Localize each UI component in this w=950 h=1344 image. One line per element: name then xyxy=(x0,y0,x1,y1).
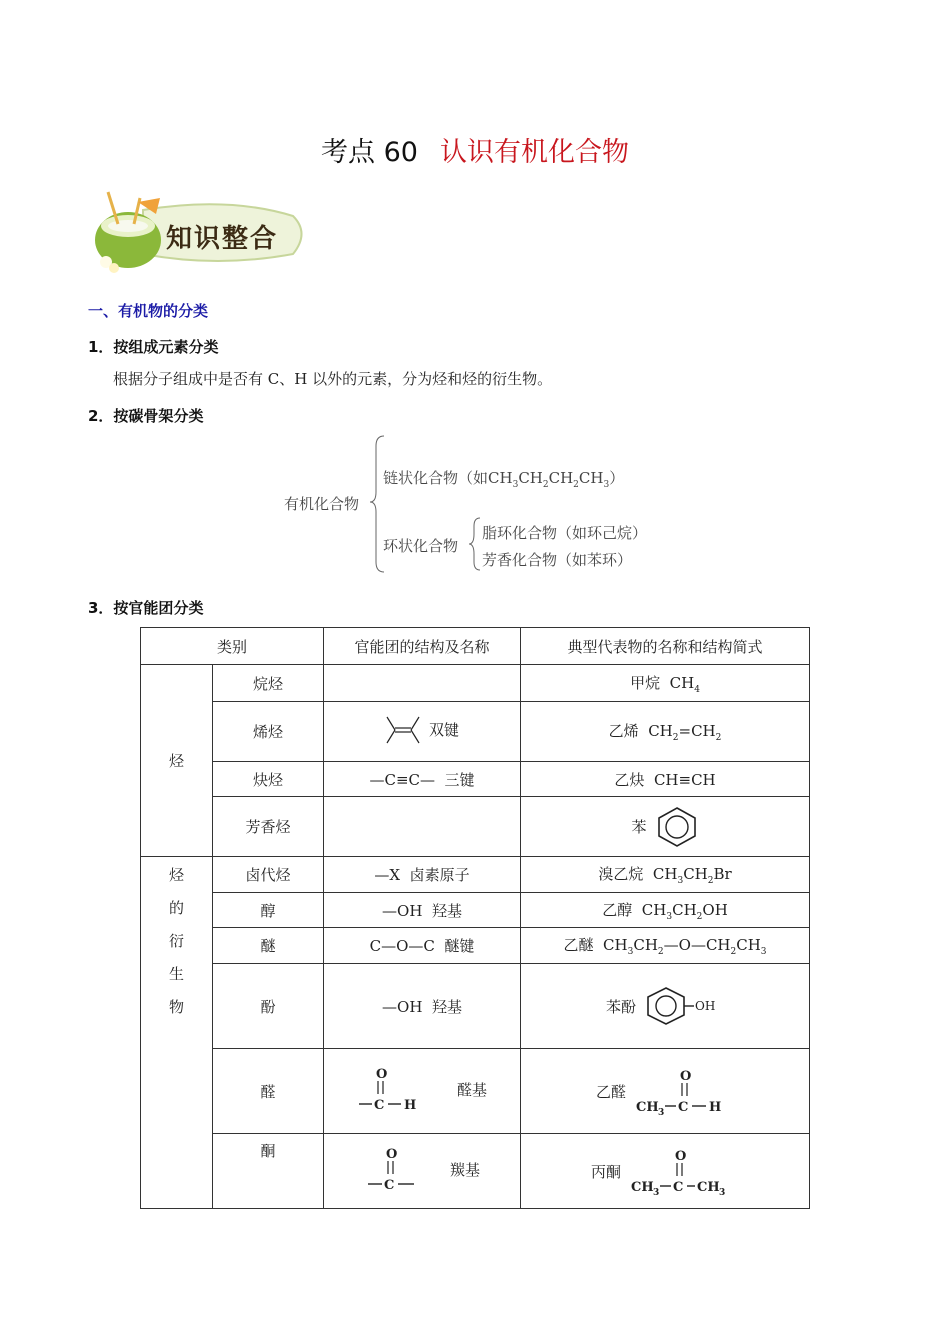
functional-group-cell xyxy=(324,893,521,928)
ch3-sub: 3 xyxy=(653,1188,660,1196)
formula-sub: 2 xyxy=(542,480,549,490)
table-row-ether xyxy=(141,928,810,964)
fg-name: 羟基 xyxy=(431,901,462,920)
ch3-sub: 3 xyxy=(719,1188,726,1196)
formula-sub: 3 xyxy=(627,947,634,957)
formula-sub: 2 xyxy=(696,911,703,922)
formula-sub: 2 xyxy=(715,733,722,743)
formula-sub: 3 xyxy=(760,947,767,957)
double-bond-structure xyxy=(385,715,421,745)
atom-c: C xyxy=(678,1100,689,1115)
fg-name: 羟基 xyxy=(431,997,462,1016)
functional-group-cell xyxy=(324,928,521,964)
header-category: 类别 xyxy=(141,628,324,665)
group-hydrocarbon: 烃 xyxy=(141,665,213,857)
rep-formula xyxy=(669,673,700,695)
table-row-ketone xyxy=(141,1134,810,1209)
representative-cell xyxy=(521,893,810,928)
ch3-group: CH xyxy=(697,1180,720,1195)
formula-sub: 3 xyxy=(512,480,519,490)
formula-sub: 2 xyxy=(672,733,679,743)
formula-sub: 2 xyxy=(707,876,714,886)
functional-group-cell xyxy=(324,1049,521,1134)
fg-name: 卤素原子 xyxy=(409,866,470,884)
rep-formula: CH≡CH xyxy=(653,770,716,789)
formula-part: CH xyxy=(669,673,695,692)
group-char: 生 xyxy=(168,965,184,983)
rep-name: 乙炔 xyxy=(614,770,645,789)
ring-compound-label: 环状化合物 xyxy=(383,537,459,555)
subsection-heading-3: 3．按官能团分类 xyxy=(88,599,204,617)
rep-formula xyxy=(648,722,722,743)
element-classification-text: 根据分子组成中是否有 C、H 以外的元素，分为烃和烃的衍生物。 xyxy=(113,370,553,388)
table-header-row xyxy=(141,628,810,665)
group-derivatives xyxy=(141,857,213,1209)
ch3-group: CH xyxy=(631,1180,654,1195)
functional-group-cell xyxy=(324,1134,521,1209)
ch3-group: CH xyxy=(636,1100,659,1115)
functional-group-cell xyxy=(324,857,521,893)
chain-close: ） xyxy=(609,469,625,487)
representative-cell xyxy=(521,702,810,762)
ch3-sub: 3 xyxy=(658,1108,665,1116)
rep-name: 乙醚 xyxy=(563,936,594,954)
formula-sub: 4 xyxy=(694,684,700,695)
rep-formula xyxy=(641,900,728,922)
table-row-alkane xyxy=(141,665,810,702)
functional-group-table xyxy=(140,627,810,1209)
formula-part: CH xyxy=(648,722,673,740)
atom-o: O xyxy=(386,1147,398,1162)
table-row-aldehyde xyxy=(141,1049,810,1134)
rep-name: 乙醛 xyxy=(596,1082,627,1101)
rep-formula xyxy=(652,865,732,886)
rep-name: 甲烷 xyxy=(630,673,661,692)
formula-part: Br xyxy=(713,865,732,883)
formula-part: CH xyxy=(652,865,678,883)
table-row-arene xyxy=(141,797,810,857)
rep-name: 苯酚 xyxy=(606,997,637,1016)
badge-label: 知识整合 xyxy=(166,224,279,254)
fg-structure: —X xyxy=(374,866,401,884)
representative-cell xyxy=(521,857,810,893)
group-char: 衍 xyxy=(168,932,184,950)
formula-part: CH xyxy=(548,469,574,487)
table-row-alkene xyxy=(141,702,810,762)
carbonyl-group-structure xyxy=(364,1144,424,1194)
category-cell: 炔烃 xyxy=(213,762,324,797)
category-cell: 芳香烃 xyxy=(213,797,324,857)
subsection-heading-2: 2．按碳骨架分类 xyxy=(88,407,204,425)
category-cell: 酚 xyxy=(213,964,324,1049)
representative-cell xyxy=(521,762,810,797)
phenol-structure xyxy=(644,986,724,1026)
representative-cell xyxy=(521,665,810,702)
fg-name: 三键 xyxy=(444,770,475,789)
acetone-structure xyxy=(629,1146,739,1196)
formula-sub: 2 xyxy=(657,947,664,957)
chain-example-formula xyxy=(488,469,610,490)
atom-c: C xyxy=(673,1180,684,1195)
fg-structure: C—O—C xyxy=(369,937,435,955)
functional-group-cell xyxy=(324,762,521,797)
fg-structure: —OH xyxy=(382,901,423,920)
formula-part: CH xyxy=(641,900,667,919)
section-heading: 一、有机物的分类 xyxy=(88,302,209,320)
category-cell: 醇 xyxy=(213,893,324,928)
representative-cell xyxy=(521,797,810,857)
header-representative: 典型代表物的名称和结构简式 xyxy=(521,628,810,665)
category-cell: 醛 xyxy=(213,1049,324,1134)
atom-o: O xyxy=(680,1069,692,1084)
formula-sub: 3 xyxy=(666,911,673,922)
formula-part: CH xyxy=(488,469,513,487)
functional-group-cell xyxy=(324,702,521,762)
fg-structure: —C≡C— xyxy=(369,770,435,789)
group-char: 烃 xyxy=(168,866,184,884)
aldehyde-group-structure xyxy=(357,1064,427,1114)
chain-compound-label xyxy=(383,467,624,490)
alicyclic-compound-label: 脂环化合物（如环己烷） xyxy=(482,524,648,542)
rep-name: 丙酮 xyxy=(591,1162,622,1181)
rep-formula xyxy=(603,936,767,957)
page-title xyxy=(0,130,950,169)
benzene-ring-structure xyxy=(655,806,699,848)
fg-name: 双键 xyxy=(429,721,460,739)
table-row-alcohol xyxy=(141,893,810,928)
formula-part: CH xyxy=(736,936,761,954)
formula-sub: 3 xyxy=(677,876,684,886)
atom-o: O xyxy=(376,1067,388,1082)
representative-cell xyxy=(521,1134,810,1209)
category-cell: 卤代烃 xyxy=(213,857,324,893)
representative-cell xyxy=(521,1049,810,1134)
rep-name: 苯 xyxy=(631,818,647,836)
rep-name: 溴乙烷 xyxy=(598,865,644,883)
formula-part: CH xyxy=(633,936,658,954)
formula-part: =CH xyxy=(678,722,716,740)
formula-part: CH xyxy=(603,936,628,954)
fg-name: 醚键 xyxy=(444,937,475,955)
formula-part: CH xyxy=(683,865,708,883)
carbon-skeleton-tree xyxy=(280,430,700,580)
subsection-heading-1: 1．按组成元素分类 xyxy=(88,338,219,356)
table-row-alkyne xyxy=(141,762,810,797)
formula-part: —O—CH xyxy=(663,936,731,954)
category-cell: 醚 xyxy=(213,928,324,964)
header-functional-group: 官能团的结构及名称 xyxy=(324,628,521,665)
topic-number: 考点 60 xyxy=(321,137,418,168)
rep-name: 乙烯 xyxy=(608,722,639,740)
formula-part: OH xyxy=(702,900,728,919)
formula-part: CH xyxy=(578,469,604,487)
category-cell: 酮 xyxy=(213,1134,324,1209)
atom-o: O xyxy=(675,1149,687,1164)
aromatic-compound-label: 芳香化合物（如苯环） xyxy=(482,551,633,569)
topic-title: 认识有机化合物 xyxy=(439,137,629,168)
phenol-oh-label: OH xyxy=(695,999,716,1013)
functional-group-cell xyxy=(324,797,521,857)
formula-part: CH xyxy=(518,469,543,487)
functional-group-cell xyxy=(324,665,521,702)
table-row-phenol xyxy=(141,964,810,1049)
fg-name: 羰基 xyxy=(450,1160,481,1179)
rep-name: 乙醇 xyxy=(602,900,633,919)
chain-compound-text: 链状化合物（如 xyxy=(383,469,489,487)
atom-c: C xyxy=(374,1098,385,1113)
group-char: 物 xyxy=(168,998,184,1016)
fg-structure: —OH xyxy=(382,997,423,1016)
acetaldehyde-structure xyxy=(634,1066,734,1116)
formula-sub: 3 xyxy=(603,480,610,490)
formula-sub: 2 xyxy=(730,947,737,957)
category-cell: 烷烃 xyxy=(213,665,324,702)
atom-h: H xyxy=(404,1098,417,1113)
knowledge-badge xyxy=(88,188,308,276)
organic-compound-label: 有机化合物 xyxy=(284,495,360,513)
representative-cell xyxy=(521,928,810,964)
formula-part: CH xyxy=(672,900,697,919)
fg-name: 醛基 xyxy=(457,1080,488,1099)
atom-h: H xyxy=(709,1100,722,1115)
formula-sub: 2 xyxy=(573,480,579,490)
group-char: 的 xyxy=(168,899,184,917)
representative-cell xyxy=(521,964,810,1049)
atom-c: C xyxy=(384,1178,395,1193)
table-row-haloalkane xyxy=(141,857,810,893)
category-cell: 烯烃 xyxy=(213,702,324,762)
functional-group-cell xyxy=(324,964,521,1049)
